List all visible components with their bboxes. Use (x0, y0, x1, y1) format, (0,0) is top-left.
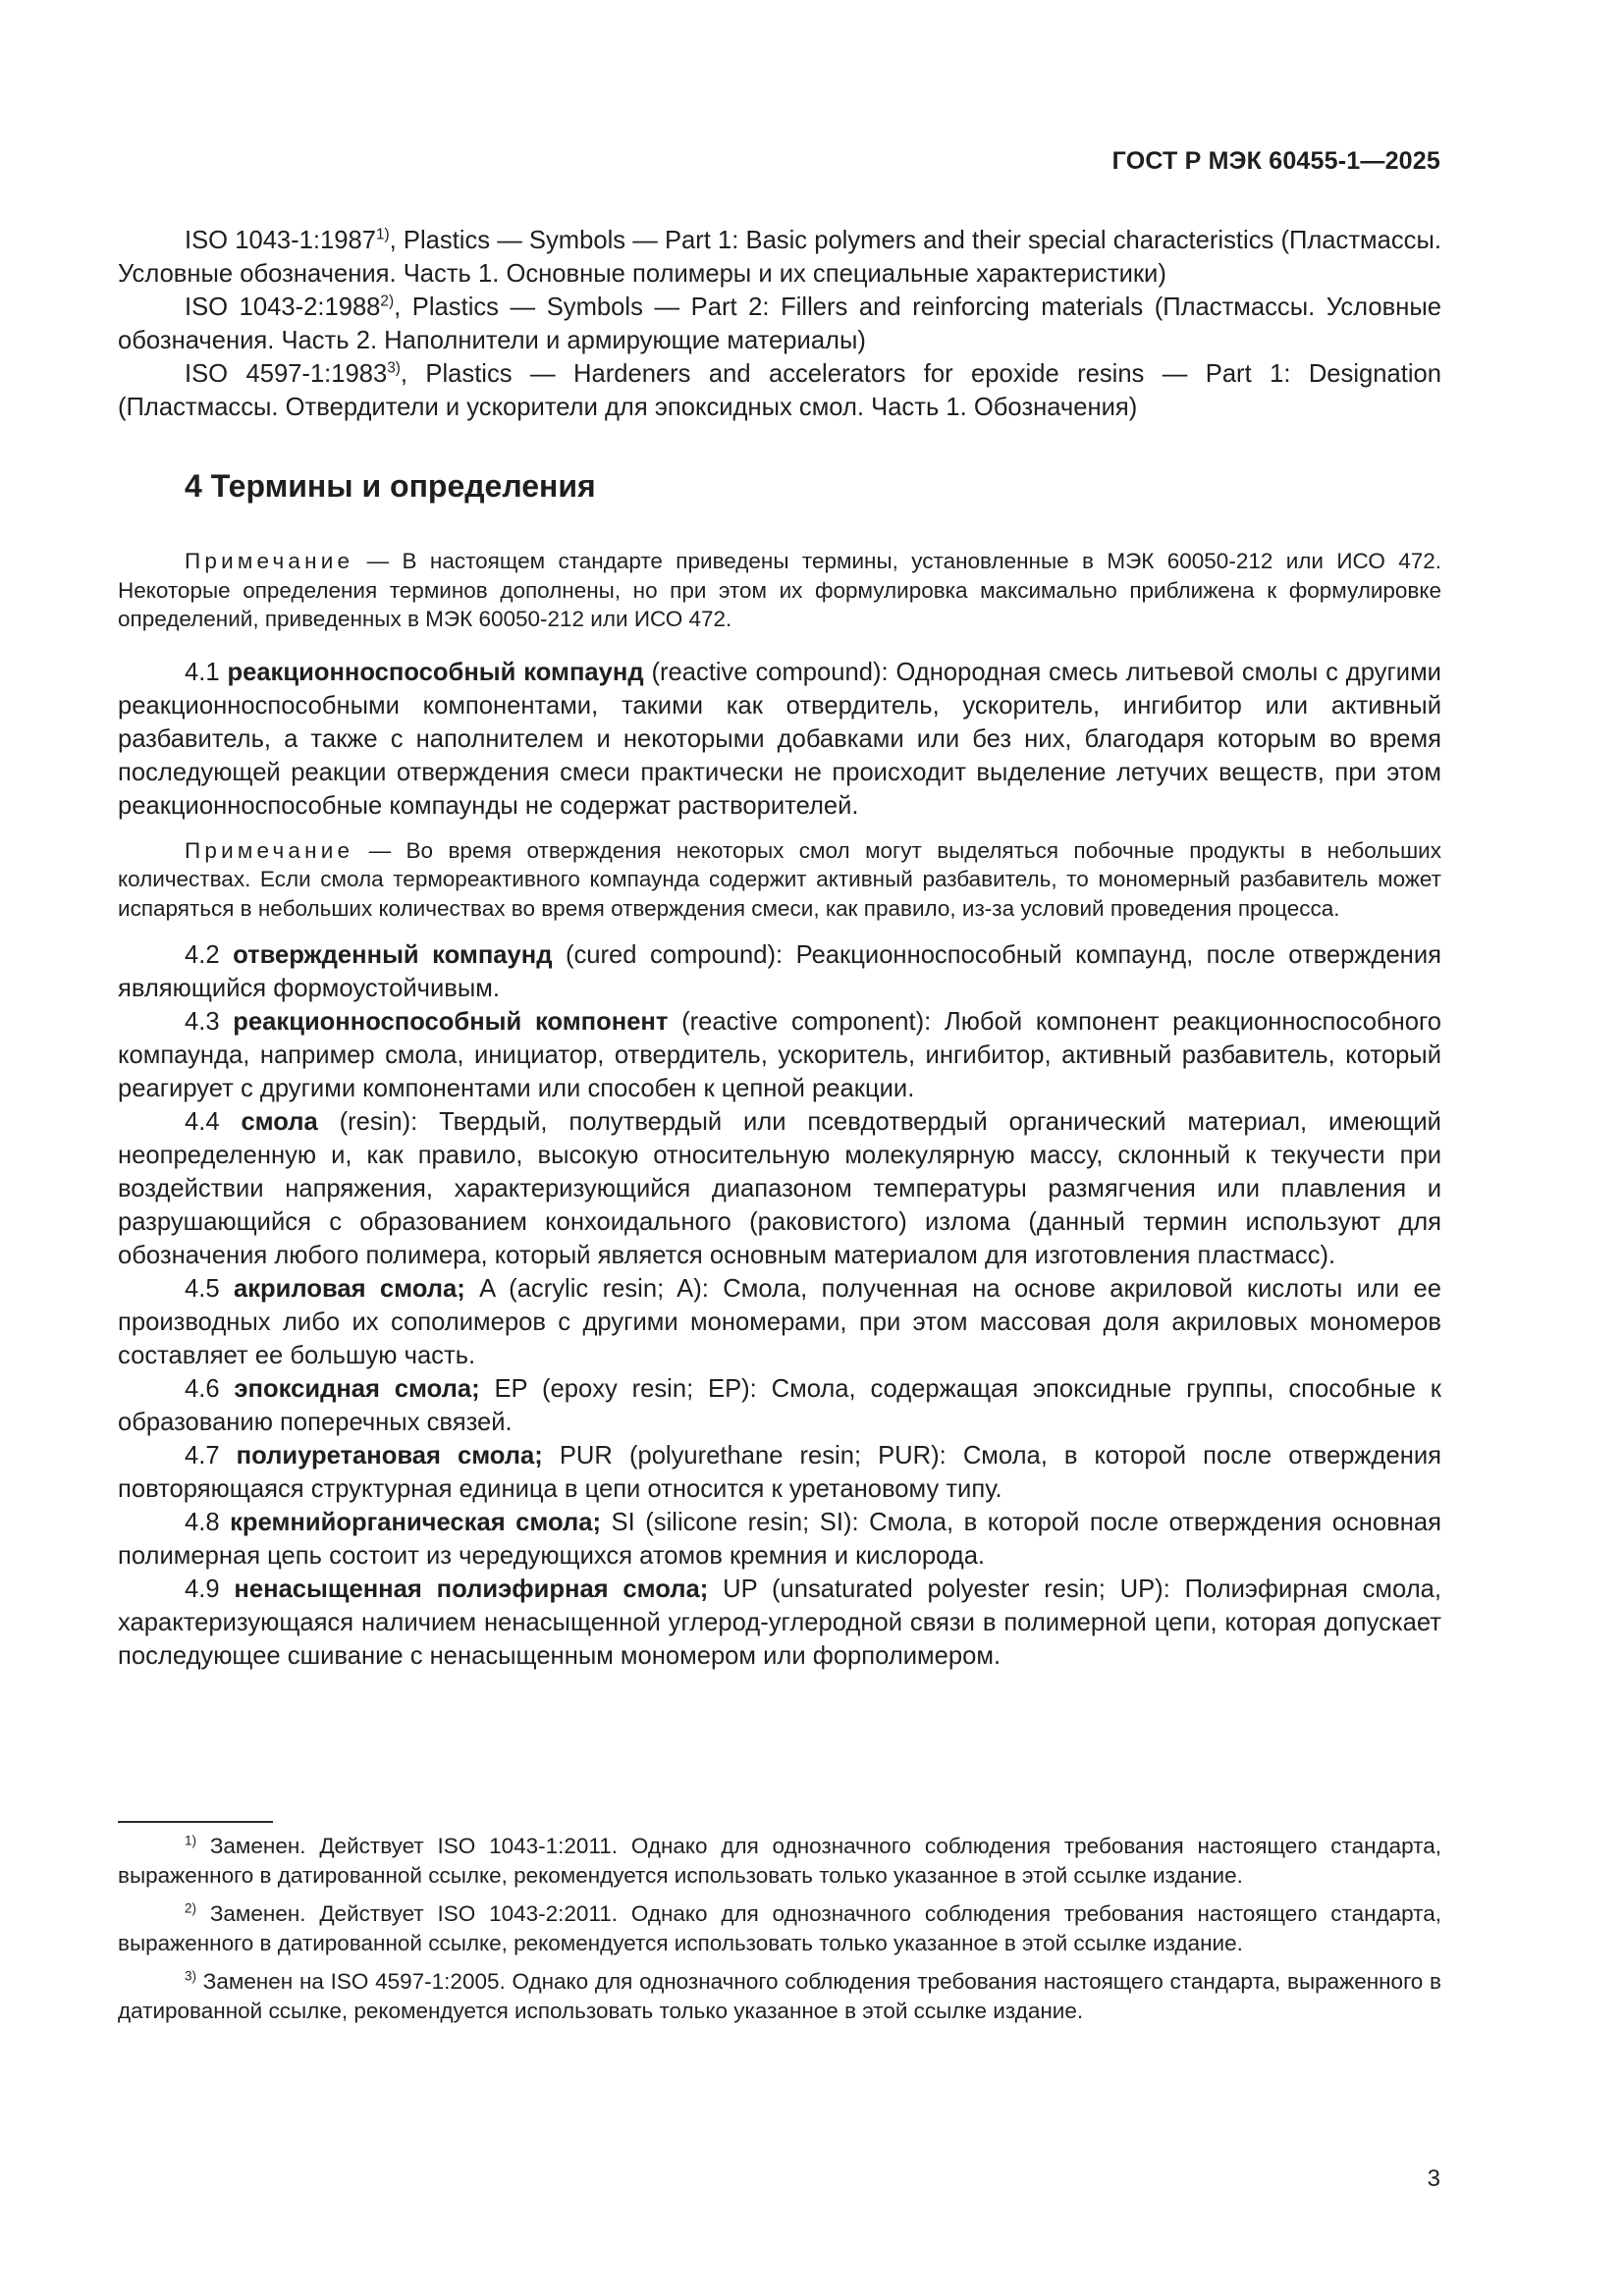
term-name: реакционноспособный компаунд (227, 658, 644, 686)
main-content (118, 224, 1441, 1673)
note-text: — Во время отверждения некоторых смол могут выделяться побочные продукты в небольших количествах. Если смола термореактивного компаунда содержит активный разбавитель, то мономерный разбавитель может испаряться в небольших количествах во время отверждения смеси, как правило, из-за условий проведения процесса. (118, 837, 1441, 921)
term-definition: UP (unsaturated polyester resin; UP): Полиэфирная смола, характеризующаяся наличием ненасыщенной углерод-углеродной связи в полимерной цепи, которая допускает последующее сшивание с ненасыщенным мономером или форполимером. (118, 1575, 1441, 1670)
footnotes (118, 1832, 1441, 2035)
reference-iso-1043-1 (118, 224, 1441, 291)
footnote-mark: 2) (380, 293, 395, 310)
term-name: акриловая смола; (233, 1275, 465, 1303)
term-4-1 (118, 656, 1441, 823)
term-number: 4.9 (185, 1575, 220, 1603)
term-number: 4.6 (185, 1375, 220, 1403)
term-definition: A (acrylic resin; A): Смола, полученная на основе акриловой кислоты или ее производных либо их сополимеров с другими мономерами, при этом массовая доля акриловых мономеров составляет ее большую часть. (118, 1275, 1441, 1369)
page-number: 3 (1427, 2165, 1440, 2192)
footnote-mark: 3) (387, 359, 401, 377)
term-4-2 (118, 938, 1441, 1005)
term-definition: PUR (polyurethane resin; PUR): Смола, в которой после отверждения повторяющаяся структурная единица в цепи относится к уретановому типу. (118, 1442, 1441, 1503)
term-definition: (reactive compound): Однородная смесь литьевой смолы с другими реакционноспособными компонентами, такими как отвердитель, ускоритель, ингибитор или активный разбавитель, а также с наполнителем и некоторыми добавками или без них, благодаря которым во время последующей реакции отверждения смеси практически не происходит выделение летучих веществ, при этом реакционноспособные компаунды не содержат растворителей. (118, 658, 1441, 820)
term-definition: SI (silicone resin; SI): Смола, в которой после отверждения основная полимерная цепь состоит из чередующихся атомов кремния и кислорода. (118, 1509, 1441, 1570)
term-name: смола (241, 1108, 318, 1136)
term-definition: (resin): Твердый, полутвердый или псевдотвердый органический материал, имеющий неопределенную и, как правило, высокую относительную молекулярную массу, склонный к текучести при воздействии напряжения, характеризующийся диапазоном температуры размягчения или плавления и разрушающийся с образованием конхоидального (раковистого) излома (данный термин используют для обозначения любого полимера, который является основным материалом для изготовления пластмасс). (118, 1108, 1441, 1269)
term-4-5 (118, 1272, 1441, 1372)
footnote-mark: 3) (185, 1968, 197, 1984)
term-number: 4.1 (185, 658, 220, 686)
note-terms-source (118, 547, 1441, 634)
footnote-2 (118, 1899, 1441, 1957)
note-label: Примечание (185, 549, 354, 573)
term-number: 4.5 (185, 1275, 220, 1303)
footnote-1 (118, 1832, 1441, 1890)
spacer (118, 823, 1441, 836)
term-4-3 (118, 1005, 1441, 1105)
footnote-mark: 2) (185, 1900, 197, 1916)
reference-text: , Plastics — Symbols — Part 2: Fillers and reinforcing materials (Пластмассы. Условные обозначения. Часть 2. Наполнители и армирующие материалы) (118, 294, 1441, 354)
term-4-9 (118, 1573, 1441, 1673)
term-number: 4.3 (185, 1008, 220, 1036)
spacer (118, 634, 1441, 656)
term-definition: EP (epoxy resin; EP): Смола, содержащая эпоксидные группы, способные к образованию поперечных связей. (118, 1375, 1441, 1436)
spacer (118, 923, 1441, 938)
term-4-4 (118, 1105, 1441, 1272)
standard-code-header: ГОСТ Р МЭК 60455-1—2025 (1111, 147, 1440, 175)
footnote-3 (118, 1967, 1441, 2025)
term-definition: (reactive component): Любой компонент реакционноспособного компаунда, например смола, инициатор, отвердитель, ускоритель, ингибитор, активный разбавитель, который реагирует с другими компонентами или способен к цепной реакции. (118, 1008, 1441, 1102)
note-curing-byproducts (118, 836, 1441, 924)
section-title: 4 Термины и определения (185, 468, 596, 504)
reference-iso-4597-1 (118, 357, 1441, 424)
reference-text: , Plastics — Hardeners and accelerators for epoxide resins — Part 1: Designation (Пластмассы. Отвердители и ускорители для эпоксидных смол. Часть 1. Обозначения) (118, 360, 1441, 421)
term-4-6 (118, 1372, 1441, 1439)
note-label: Примечание (185, 837, 354, 863)
footnote-mark: 1) (375, 226, 390, 243)
reference-iso-1043-2 (118, 291, 1441, 357)
term-4-7 (118, 1439, 1441, 1506)
term-4-8 (118, 1506, 1441, 1573)
footnote-text: Заменен. Действует ISO 1043-2:2011. Однако для однозначного соблюдения требования настоящего стандарта, выраженного в датированной ссылке, рекомендуется использовать только указанное в этой ссылке издание. (118, 1901, 1441, 1955)
term-name: полиуретановая смола; (236, 1442, 543, 1469)
note-text: — В настоящем стандарте приведены термины, установленные в МЭК 60050-212 или ИСО 472. Некоторые определения терминов дополнены, но при этом их формулировка максимально приближена к формулировке определений, приведенных в МЭК 60050-212 или ИСО 472. (118, 549, 1441, 631)
reference-code: ISO 4597-1:1983 (185, 360, 388, 388)
term-number: 4.7 (185, 1442, 220, 1469)
term-number: 4.8 (185, 1509, 220, 1536)
term-definition: (cured compound): Реакционноспособный компаунд, после отверждения являющийся формоустойчивым. (118, 941, 1441, 1002)
footnote-text: Заменен. Действует ISO 1043-1:2011. Однако для однозначного соблюдения требования настоящего стандарта, выраженного в датированной ссылке, рекомендуется использовать только указанное в этой ссылке издание. (118, 1834, 1441, 1888)
reference-code: ISO 1043-1:1987 (185, 227, 376, 254)
footnote-divider (118, 1821, 273, 1823)
reference-text: , Plastics — Symbols — Part 1: Basic polymers and their special characteristics (Пластмассы. Условные обозначения. Часть 1. Основные полимеры и их специальные характеристики) (118, 227, 1441, 288)
footnote-mark: 1) (185, 1833, 197, 1848)
term-number: 4.2 (185, 941, 220, 969)
term-name: реакционноспособный компонент (233, 1008, 669, 1036)
reference-code: ISO 1043-2:1988 (185, 294, 381, 321)
term-number: 4.4 (185, 1108, 220, 1136)
term-name: отвержденный компаунд (233, 941, 553, 969)
term-name: кремнийорганическая смола; (230, 1509, 602, 1536)
term-name: ненасыщенная полиэфирная смола; (234, 1575, 709, 1603)
footnote-text: Заменен на ISO 4597-1:2005. Однако для однозначного соблюдения требования настоящего стандарта, выраженного в датированной ссылке, рекомендуется использовать только указанное в этой ссылке издание. (118, 1969, 1441, 2023)
term-name: эпоксидная смола; (234, 1375, 480, 1403)
